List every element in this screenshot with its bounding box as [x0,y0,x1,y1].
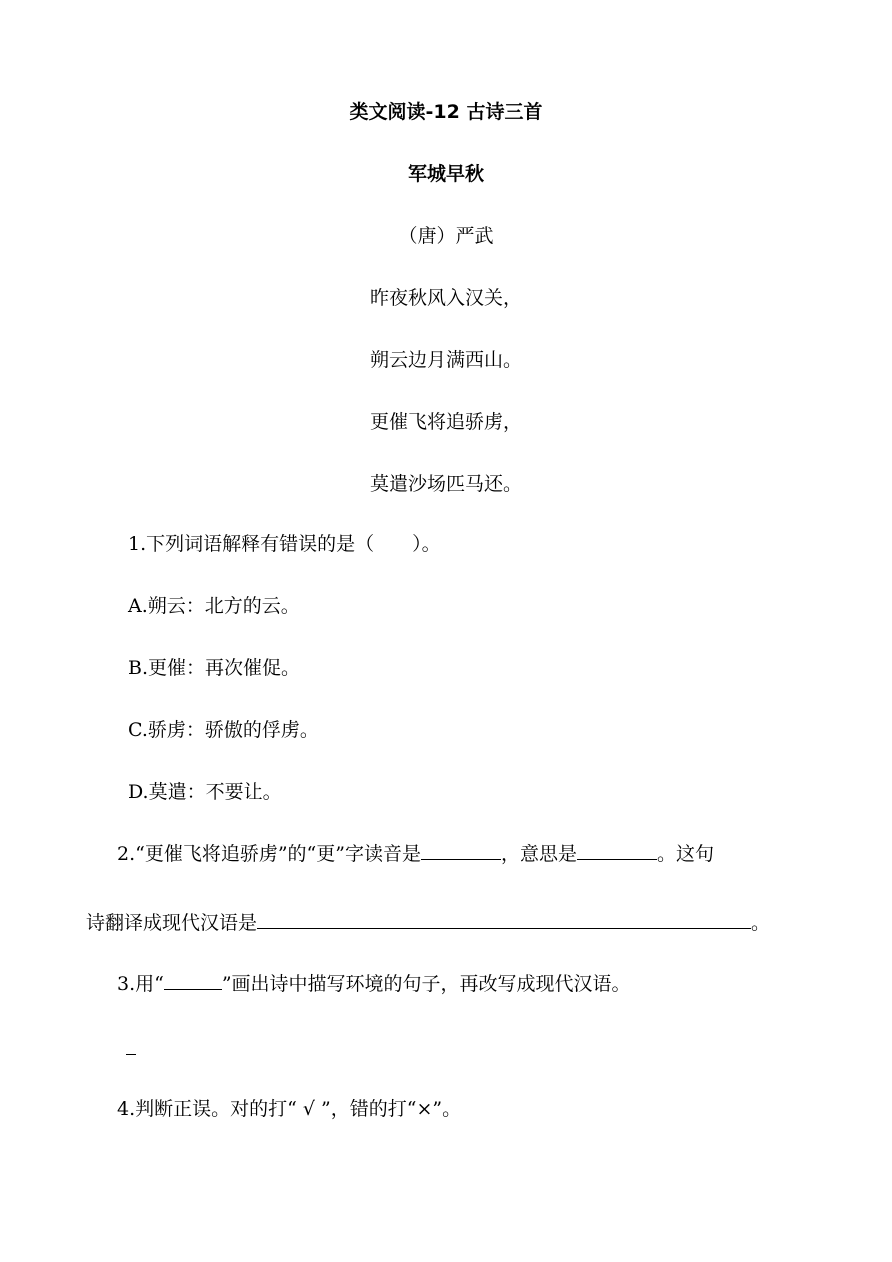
question-4-stem: 4.判断正误。对的打“ √ ”，错的打“×”。 [117,1098,462,1120]
answer-blank-meaning[interactable] [577,841,657,860]
answer-line-stub[interactable] [126,1054,136,1055]
poem-author: （唐）严武 [398,225,494,247]
question-2-text-5: 。 [751,912,771,934]
question-2-text-1: 2.“更催飞将追骄虏”的“更”字读音是 [117,843,421,865]
question-1-stem: 1.下列词语解释有错误的是（ ）。 [128,533,441,555]
question-2-text-4: 诗翻译成现代汉语是 [86,912,258,934]
question-1-option-d: D.莫遣：不要让。 [128,781,282,803]
poem-line-2: 朔云边月满西山。 [369,349,522,371]
question-3-stem [117,971,631,997]
question-1-option-c: C.骄虏：骄傲的俘虏。 [128,719,319,741]
question-2-text-3: 。这句 [657,843,715,865]
question-3-text-1: 3.用“ [117,973,164,995]
poem-line-3: 更催飞将追骄虏， [369,411,522,433]
poem-title: 军城早秋 [407,163,484,185]
answer-blank-reading[interactable] [421,841,501,860]
question-2-line-2 [86,910,770,936]
page-title: 类文阅读-12 古诗三首 [349,101,543,123]
poem-line-1: 昨夜秋风入汉关， [369,287,522,309]
question-3-text-2: ”画出诗中描写环境的句子，再改写成现代汉语。 [221,973,631,995]
question-2-text-2: ，意思是 [500,843,577,865]
answer-blank-translation[interactable] [257,910,751,929]
underline-sample [164,971,222,990]
question-1-option-b: B.更催：再次催促。 [128,657,301,679]
question-2-line-1 [117,841,714,867]
poem-line-4: 莫遣沙场匹马还。 [369,473,522,495]
question-1-option-a: A.朔云：北方的云。 [128,595,300,617]
